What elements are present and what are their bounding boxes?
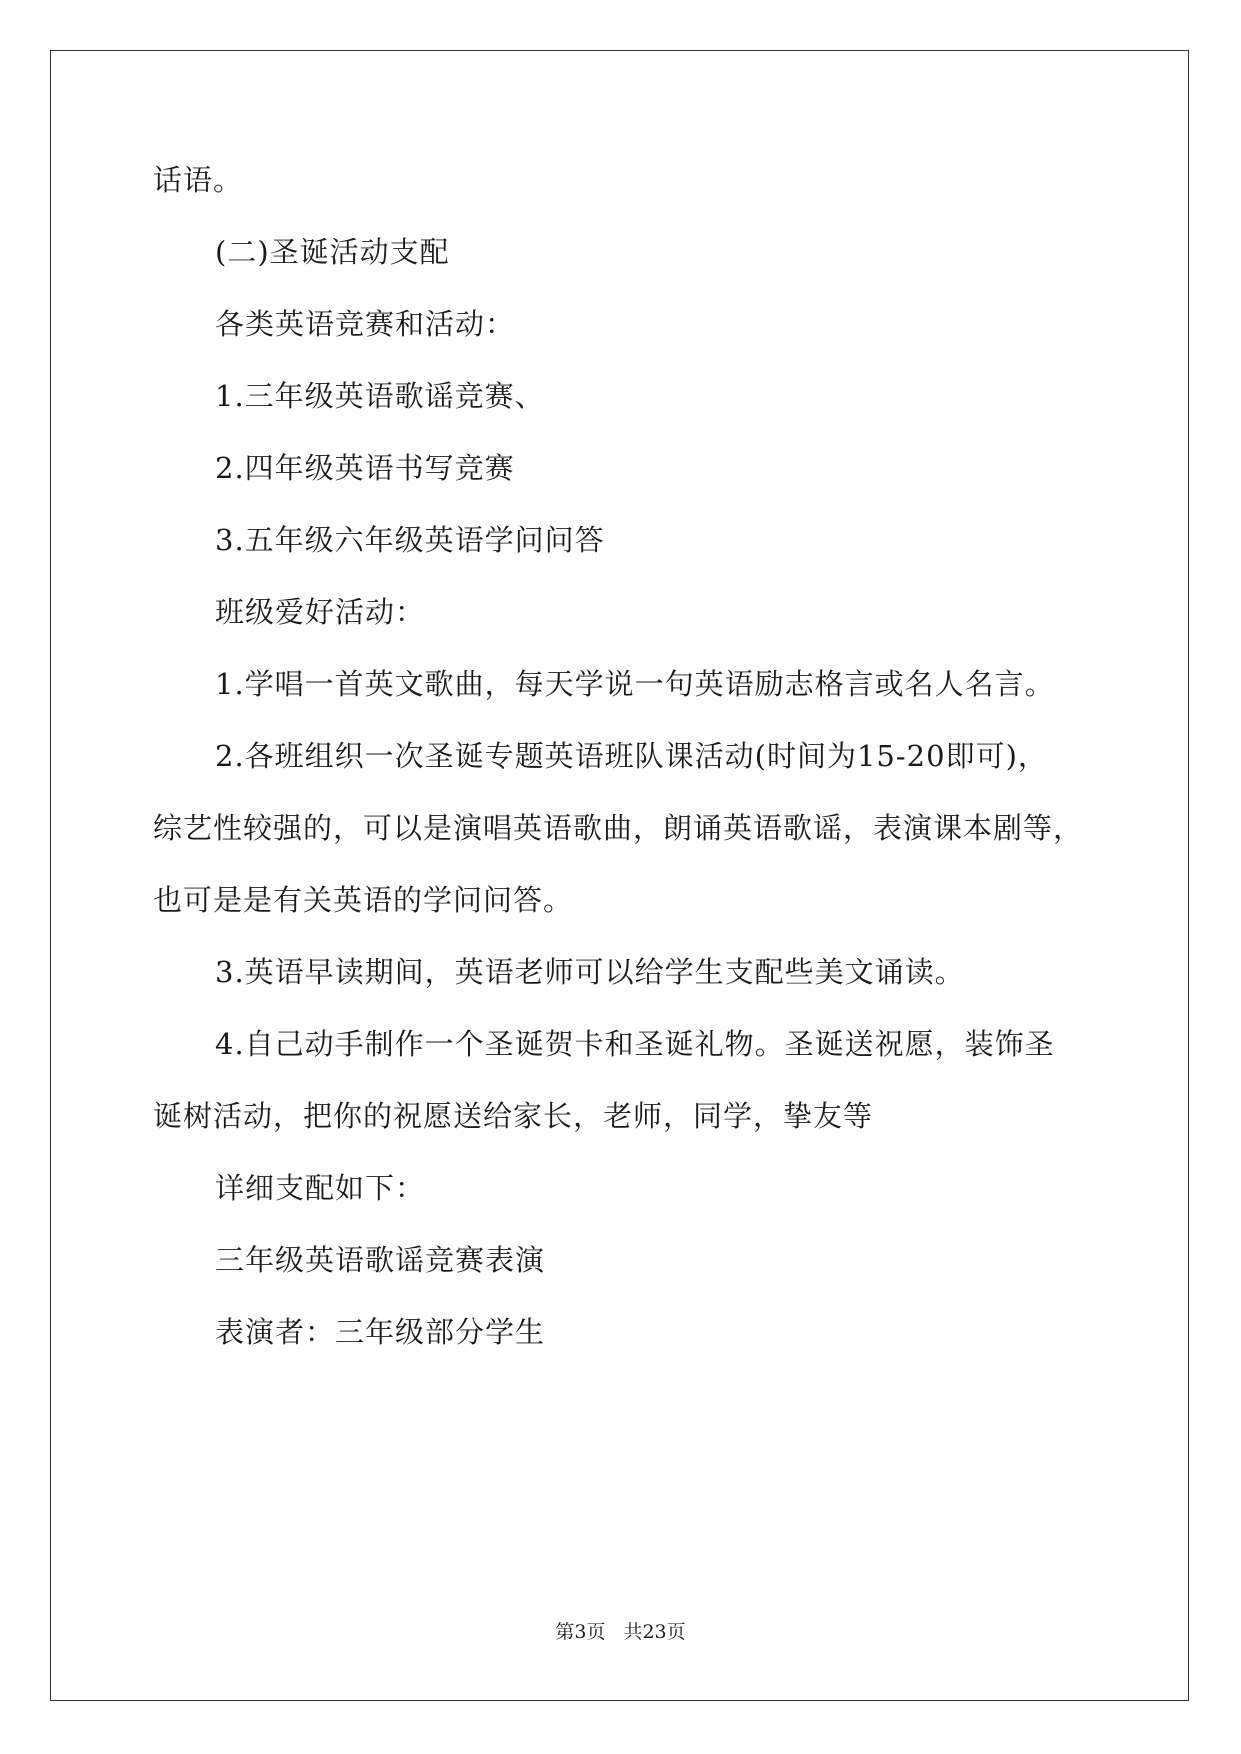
paragraph-line: 各类英语竞赛和活动： [215, 307, 516, 341]
page-footer [0, 1620, 1241, 1644]
list-item: 3.五年级六年级英语学问问答 [215, 523, 605, 557]
paragraph-line: 诞树活动，把你的祝愿送给家长，老师，同学，挚友等 [153, 1099, 874, 1133]
paragraph-line: 详细支配如下： [215, 1171, 426, 1205]
list-item: 4.自己动手制作一个圣诞贺卡和圣诞礼物。圣诞送祝愿，装饰圣 [215, 1027, 1055, 1061]
paragraph-line: 话语。 [153, 163, 244, 197]
paragraph-line: 综艺性较强的，可以是演唱英语歌曲，朗诵英语歌谣，表演课本剧等， [153, 811, 1084, 845]
paragraph-line: 也可是是有关英语的学问问答。 [153, 883, 574, 917]
paragraph-line: 班级爱好活动： [215, 595, 426, 629]
paragraph-line: 三年级英语歌谣竞赛表演 [215, 1243, 546, 1277]
paragraph-line: 表演者：三年级部分学生 [215, 1315, 546, 1349]
page-total: 共23页 [623, 1621, 686, 1643]
list-item: 1.三年级英语歌谣竞赛、 [215, 379, 545, 413]
section-heading: (二)圣诞活动支配 [215, 235, 450, 269]
page-number: 第3页 [555, 1621, 606, 1643]
list-item: 2.各班组织一次圣诞专题英语班队课活动(时间为15-20即可)， [215, 739, 1048, 773]
list-item: 3.英语早读期间，英语老师可以给学生支配些美文诵读。 [215, 955, 965, 989]
list-item: 2.四年级英语书写竞赛 [215, 451, 515, 485]
list-item: 1.学唱一首英文歌曲，每天学说一句英语励志格言或名人名言。 [215, 667, 1055, 701]
page-border [50, 50, 1189, 1701]
